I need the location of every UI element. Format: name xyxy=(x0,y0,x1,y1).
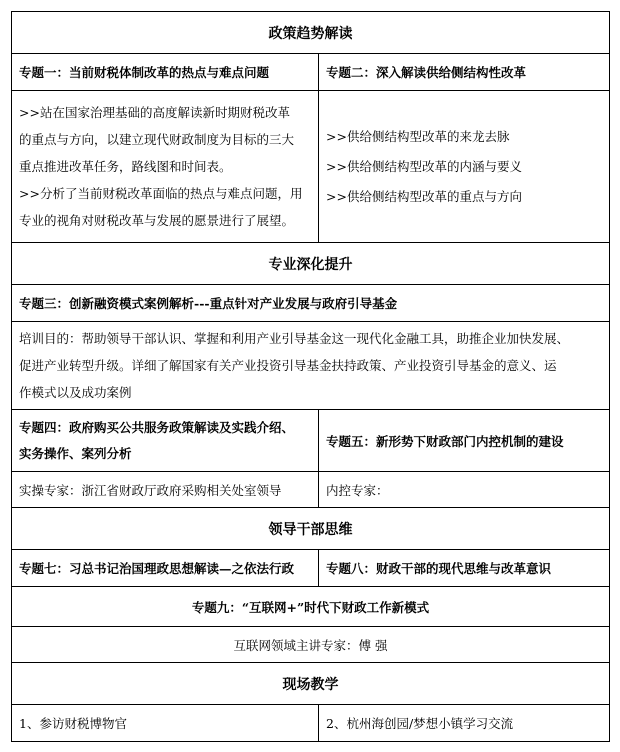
topic5-expert: 内控专家： xyxy=(319,472,610,508)
topic-row-1-2 xyxy=(12,54,610,91)
section-title-advanced: 专业深化提升 xyxy=(12,243,610,285)
onsite-item-1: 1、参访财税博物官 xyxy=(12,705,319,742)
topic1-title: 专题一：当前财税体制改革的热点与难点问题 xyxy=(12,54,319,91)
topic1-line: 专业的视角对财税改革与发展的愿景进行了展望。 xyxy=(19,213,295,228)
topic2-line: >>供给侧结构型改革的来龙去脉 xyxy=(326,128,510,144)
section-row-policy xyxy=(12,12,610,54)
course-table xyxy=(11,11,610,742)
topic1-description xyxy=(12,91,319,243)
topic3-title: 专题三：创新融资模式案例解析---重点针对产业发展与政府引导基金 xyxy=(12,285,610,322)
onsite-item-2: 2、杭州海创园/梦想小镇学习交流 xyxy=(319,705,610,742)
topic-row-7-8 xyxy=(12,550,610,587)
topic4-title xyxy=(12,410,319,472)
topic1-line: 的重点与方向，以建立现代财政制度为目标的三大 xyxy=(19,132,295,147)
topic-row-9 xyxy=(12,587,610,627)
topic4-title-line: 专题四：政府购买公共服务政策解读及实践介绍、 xyxy=(19,419,295,435)
topic2-title: 专题二：深入解读供给侧结构性改革 xyxy=(319,54,610,91)
topic5-title: 专题五：新形势下财政部门内控机制的建设 xyxy=(319,410,610,472)
topic2-line: >>供给侧结构型改革的内涵与要义 xyxy=(326,158,522,174)
topic3-line: 培训目的：帮助领导干部认识、掌握和利用产业引导基金这一现代化金融工具，助推企业加快发展、 xyxy=(19,331,570,346)
content-row-3 xyxy=(12,322,610,410)
topic1-line: >>分析了当前财税改革面临的热点与难点问题，用 xyxy=(19,186,303,201)
expert-row-9 xyxy=(12,627,610,663)
topic4-title-line: 实务操作、案列分析 xyxy=(19,445,132,461)
topic3-line: 作模式以及成功案例 xyxy=(19,385,132,400)
section-row-onsite xyxy=(12,663,610,705)
topic3-line: 促进产业转型升级。详细了解国家有关产业投资引导基金扶持政策、产业投资引导基金的意义、运 xyxy=(19,358,557,373)
topic-row-3 xyxy=(12,285,610,322)
section-title-policy: 政策趋势解读 xyxy=(12,12,610,54)
topic8-title: 专题八：财政干部的现代思维与改革意识 xyxy=(319,550,610,587)
topic2-line: >>供给侧结构型改革的重点与方向 xyxy=(326,188,522,204)
topic3-description xyxy=(12,322,610,410)
topic7-title: 专题七：习总书记治国理政思想解读—之依法行政 xyxy=(12,550,319,587)
content-row-1-2 xyxy=(12,91,610,243)
topic1-line: >>站在国家治理基础的高度解读新时期财税改革 xyxy=(19,105,290,120)
section-title-onsite: 现场教学 xyxy=(12,663,610,705)
onsite-row xyxy=(12,705,610,742)
section-row-leadership xyxy=(12,508,610,550)
section-row-advanced xyxy=(12,243,610,285)
topic1-line: 重点推进改革任务，路线图和时间表。 xyxy=(19,159,232,174)
course-table-container xyxy=(11,11,609,742)
expert-row-4-5 xyxy=(12,472,610,508)
topic2-description xyxy=(319,91,610,243)
topic4-expert: 实操专家：浙江省财政厅政府采购相关处室领导 xyxy=(12,472,319,508)
topic9-title: 专题九：“互联网+”时代下财政工作新模式 xyxy=(12,587,610,627)
topic9-expert: 互联网领域主讲专家：傅 强 xyxy=(12,627,610,663)
topic-row-4-5 xyxy=(12,410,610,472)
section-title-leadership: 领导干部思维 xyxy=(12,508,610,550)
